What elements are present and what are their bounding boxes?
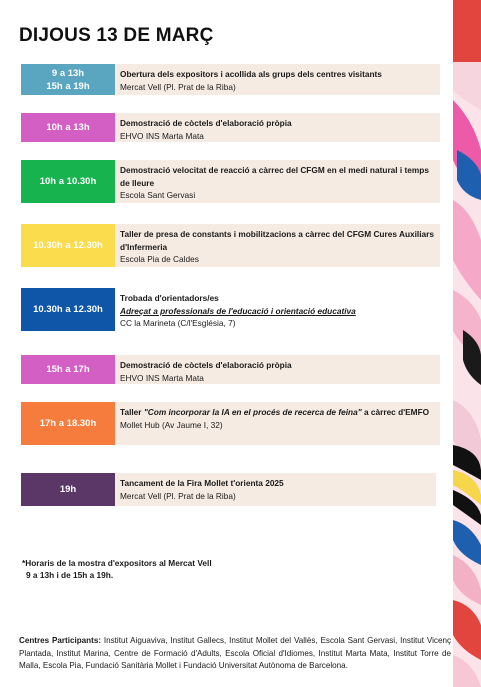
event-title: Obertura dels expositors i acollida als grups dels centres visitants bbox=[120, 69, 382, 79]
event-time-start: 17h a 18.30h bbox=[39, 418, 97, 429]
event-time-end: 15h a 19h bbox=[46, 80, 90, 92]
participating-centres bbox=[19, 635, 451, 673]
event-info bbox=[115, 64, 440, 95]
event-info bbox=[115, 402, 440, 445]
event-subtitle: Adreçat a professionals de l'educació i orientació educativa bbox=[120, 305, 356, 316]
event-time-start: 10.30h a 12.30h bbox=[33, 304, 103, 315]
schedule-note-line2: 9 a 13h i de 15h a 19h. bbox=[26, 570, 114, 580]
event-place: Mercat Vell (Pl. Prat de la Riba) bbox=[120, 490, 236, 501]
event-time bbox=[21, 160, 115, 203]
event-title: Trobada d'orientadors/es bbox=[120, 293, 219, 303]
event-time bbox=[21, 288, 115, 331]
event-time-start: 9 a 13h bbox=[51, 67, 85, 79]
event-info bbox=[115, 113, 440, 142]
event-title: Demostració de còctels d'elaboració pròpia bbox=[120, 118, 292, 128]
event-row-1 bbox=[21, 64, 440, 95]
event-info bbox=[115, 288, 440, 331]
event-row-2 bbox=[21, 113, 440, 142]
event-time bbox=[21, 355, 115, 384]
event-row-7 bbox=[21, 402, 440, 445]
event-title: Demostració velocitat de reacció a càrrec del CFGM en el medi natural i temps de lleure bbox=[120, 165, 429, 188]
event-row-3 bbox=[21, 160, 440, 203]
event-place: CC la Marineta (C/l'Església, 7) bbox=[120, 318, 236, 328]
schedule-note bbox=[22, 557, 212, 581]
event-place: Mercat Vell (Pl. Prat de la Riba) bbox=[120, 81, 236, 92]
centres-label: Centres Participants: bbox=[19, 636, 102, 645]
event-title bbox=[120, 406, 440, 419]
event-time-start: 19h bbox=[59, 484, 77, 495]
event-row-8 bbox=[21, 473, 436, 506]
decorative-side-band bbox=[453, 0, 481, 687]
event-time-start: 10.30h a 12.30h bbox=[33, 240, 103, 251]
schedule-note-line1: *Horaris de la mostra d'expositors al Mercat Vell bbox=[22, 558, 212, 568]
event-title: Tancament de la Fira Mollet t'orienta 2025 bbox=[120, 478, 284, 488]
event-place: Mollet Hub (Av Jaume I, 32) bbox=[120, 419, 223, 430]
event-info bbox=[115, 224, 440, 267]
event-place: EHVO INS Marta Mata bbox=[120, 130, 204, 141]
event-title: Taller de presa de constants i mobilitzacions a càrrec del CFGM Cures Auxiliars d'Infermeria bbox=[120, 229, 435, 252]
event-time bbox=[21, 113, 115, 142]
centres-list: Institut Aiguaviva, Institut Gallecs, Institut Mollet del Vallès, Escola Sant Gervasi, Institut Vicenç Plantada, Institut Marina, Centre de Formació d'Adults, Escola Oficial d'Idiomes, Institut Marta Mata, Institut Torre de Malla, Escola Pia, Fundació Sanitària Mollet i Fundació Universitat Autònoma de Barcelona. bbox=[19, 636, 451, 671]
event-info bbox=[115, 473, 436, 506]
event-info bbox=[115, 355, 440, 384]
event-time bbox=[21, 473, 115, 506]
event-place: Escola Pia de Caldes bbox=[120, 254, 199, 264]
event-time bbox=[21, 402, 115, 445]
event-title: Demostració de còctels d'elaboració pròpia bbox=[120, 360, 292, 370]
event-time bbox=[21, 64, 115, 95]
event-time bbox=[21, 224, 115, 267]
event-time-start: 10h a 10.30h bbox=[39, 176, 97, 187]
event-title-part: a càrrec d'EMFO bbox=[361, 407, 430, 417]
event-row-4 bbox=[21, 224, 440, 267]
event-time-start: 15h a 17h bbox=[46, 364, 90, 375]
event-title-part: Taller bbox=[120, 407, 144, 417]
event-info bbox=[115, 160, 440, 203]
event-place: EHVO INS Marta Mata bbox=[120, 372, 204, 383]
event-row-5 bbox=[21, 288, 440, 331]
event-title-quote: "Com incorporar la IA en el procés de recerca de feina" bbox=[143, 407, 362, 417]
event-time-start: 10h a 13h bbox=[46, 122, 90, 133]
event-row-6 bbox=[21, 355, 440, 384]
page-title: DIJOUS 13 DE MARÇ bbox=[19, 25, 214, 46]
event-place: Escola Sant Gervasi bbox=[120, 190, 196, 200]
